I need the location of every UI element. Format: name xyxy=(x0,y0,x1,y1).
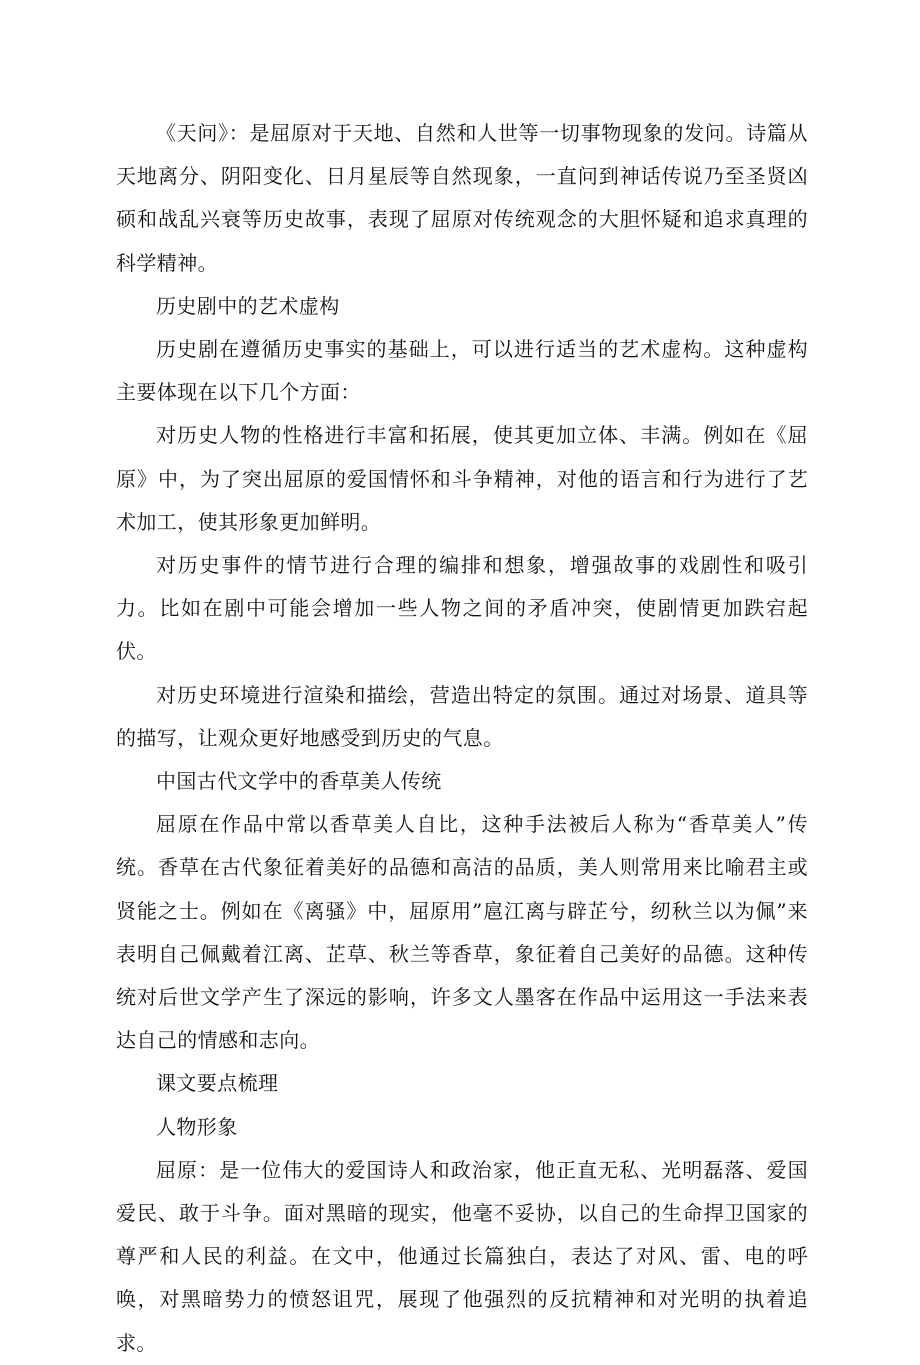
heading-artistic-fiction: 历史剧中的艺术虚构 xyxy=(156,293,340,318)
paragraph-fiction-setting: 对历史环境进行渲染和描绘，营造出特定的氛围。通过对场景、道具等的描写，让观众更好地感受到历史的气息。 xyxy=(116,682,808,750)
paragraph-quyuan-character: 屈原：是一位伟大的爱国诗人和政治家，他正直无私、光明磊落、爱国爱民、敢于斗争。面对黑暗的现实，他毫不妥协，以自己的生命捍卫国家的尊严和人民的利益。在文中，他通过长篇独白，表达了对风、雷、电的呼唤，对黑暗势力的愤怒诅咒，展现了他强烈的反抗精神和对光明的执着追求。 xyxy=(116,1157,808,1355)
paragraph-fiction-characters: 对历史人物的性格进行丰富和拓展，使其更加立体、丰满。例如在《屈原》中，为了突出屈原的爱国情怀和斗争精神，对他的语言和行为进行了艺术加工，使其形象更加鲜明。 xyxy=(116,423,808,534)
paragraph-fiction-intro: 历史剧在遵循历史事实的基础上，可以进行适当的艺术虚构。这种虚构主要体现在以下几个方面： xyxy=(116,337,808,405)
heading-characters: 人物形象 xyxy=(156,1114,238,1139)
paragraph-fiction-plot: 对历史事件的情节进行合理的编排和想象，增强故事的戏剧性和吸引力。比如在剧中可能会增加一些人物之间的矛盾冲突，使剧情更加跌宕起伏。 xyxy=(116,553,808,664)
heading-key-points: 课文要点梳理 xyxy=(156,1071,279,1096)
document-body xyxy=(116,112,808,1365)
paragraph-fragrant-grass: 屈原在作品中常以香草美人自比，这种手法被后人称为“香草美人”传统。香草在古代象征着美好的品德和高洁的品质，美人则常用来比喻君主或贤能之士。例如在《离骚》中，屈原用”扈江离与辟芷兮，纫秋兰以为佩”来表明自己佩戴着江离、芷草、秋兰等香草，象征着自己美好的品德。这种传统对后世文学产生了深远的影响，许多文人墨客在作品中运用这一手法来表达自己的情感和志向。 xyxy=(116,812,808,1053)
heading-fragrant-grass: 中国古代文学中的香草美人传统 xyxy=(156,769,442,794)
paragraph-tianwen: 《天问》：是屈原对于天地、自然和人世等一切事物现象的发问。诗篇从天地离分、阴阳变化、日月星辰等自然现象，一直问到神话传说乃至圣贤凶硕和战乱兴衰等历史故事，表现了屈原对传统观念的大胆怀疑和追求真理的科学精神。 xyxy=(116,121,808,275)
